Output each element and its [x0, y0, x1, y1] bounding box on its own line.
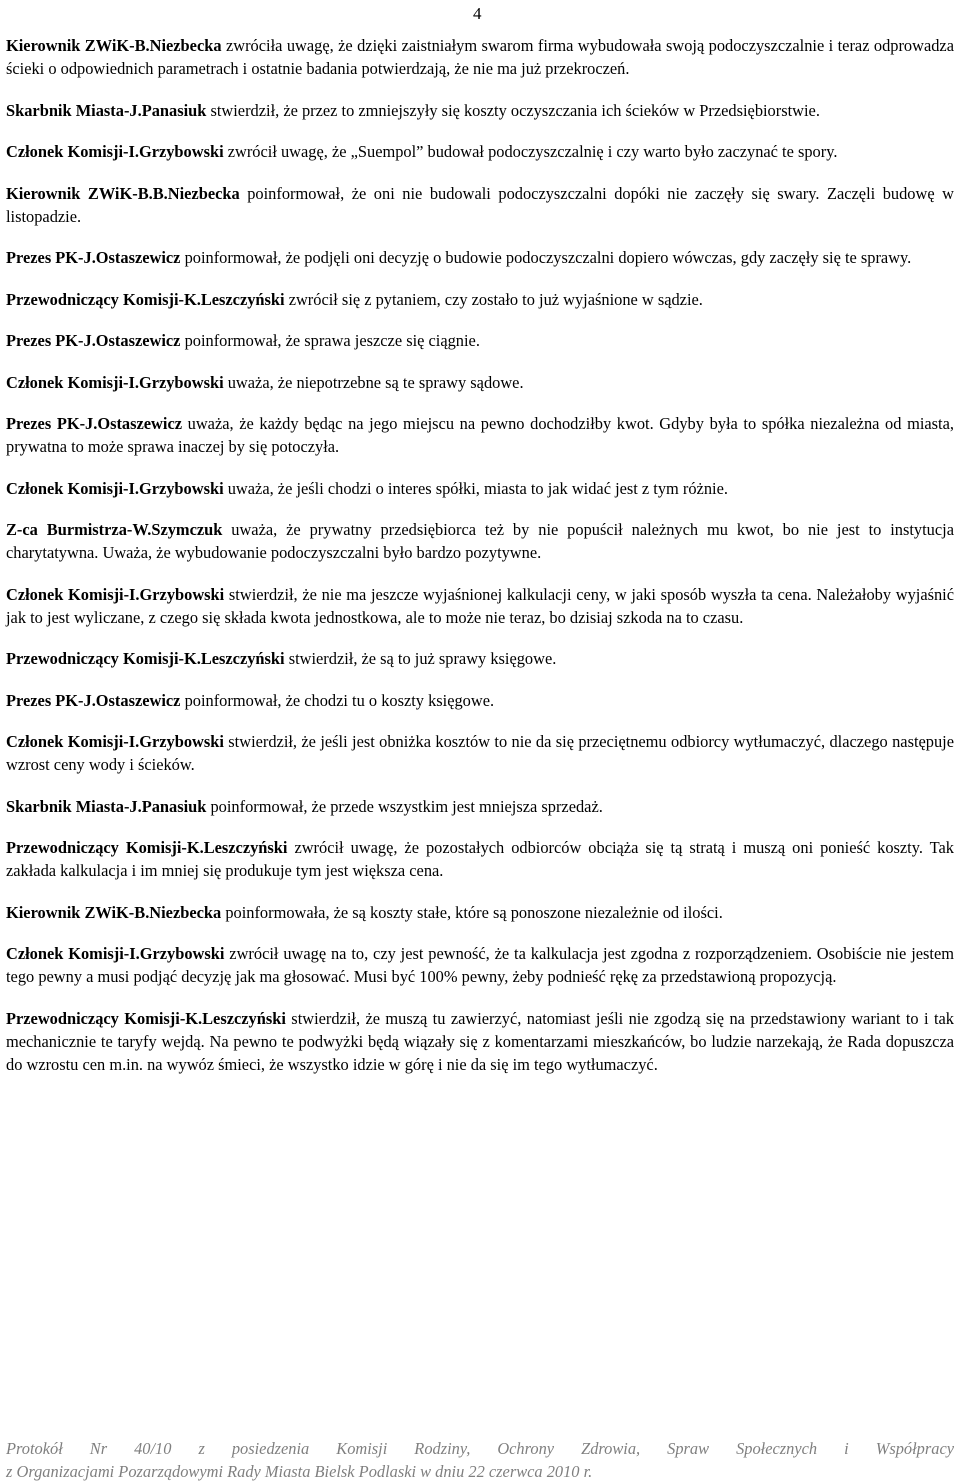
- footer-line: Protokół Nr 40/10 z posiedzenia Komisji Rodziny, Ochrony Zdrowia, Spraw Społecznych i Współpracy: [6, 1439, 954, 1458]
- paragraph: [6, 246, 954, 269]
- paragraph-text: uważa, że jeśli chodzi o interes spółki, miasta to jak widać jest z tym różnie.: [223, 478, 728, 498]
- page-number: 4: [473, 4, 482, 23]
- speaker-name: Przewodniczący Komisji-K.Leszczyński: [6, 1008, 286, 1028]
- paragraph-text: stwierdził, że jeśli jest obniżka kosztów to nie da się przeciętnemu odbiorcy wytłumaczyć, dlaczego następuje wzrost ceny wody i ścieków.: [6, 732, 954, 774]
- paragraph-text: poinformował, że podjęli oni decyzję o budowie podoczyszczalni dopiero wówczas, gdy zaczęły się te sprawy.: [180, 248, 912, 267]
- paragraph: [6, 182, 954, 228]
- speaker-name: Przewodniczący Komisji-K.Leszczyński: [6, 649, 285, 668]
- paragraph: [6, 412, 954, 458]
- paragraph: [6, 901, 954, 924]
- speaker-name: Prezes PK-J.Ostaszewicz: [6, 248, 181, 267]
- paragraph-text: stwierdził, że są to już sprawy księgowe.: [284, 649, 557, 668]
- speaker-name: Kierownik ZWiK-B.Niezbecka: [6, 902, 222, 922]
- paragraph: [6, 1007, 954, 1076]
- speaker-name: Przewodniczący Komisji-K.Leszczyński: [6, 289, 285, 309]
- paragraph-text: stwierdził, że muszą tu zawierzyć, natomiast jeśli nie zgodzą się na przedstawiony wariant to i tak mechanicznie te taryfy wejdą. Na pewno te podwyżki będą wiązały się z komentarzami mieszkańców, bo ludzie narzekają, że Rada dopuszcza do wzrostu cen m.in. na wywóz śmieci, że wszystko idzie w górę i nie da się im tego wytłumaczyć.: [6, 1008, 955, 1074]
- paragraph-text: stwierdził, że przez to zmniejszyły się koszty oczyszczania ich ścieków w Przedsiębiorstwie.: [206, 100, 820, 120]
- paragraph-text: stwierdził, że nie ma jeszcze wyjaśnionej kalkulacji ceny, w jaki sposób wyszła ta cena. Należałoby wyjaśnić jak to jest wyliczane, z czego się składa kwota jednostkowa, ale to może nie teraz, bo dzisiaj szkoda na to czasu.: [6, 584, 954, 627]
- speaker-name: Członek Komisji-I.Grzybowski: [6, 732, 224, 751]
- paragraph: [6, 477, 954, 500]
- paragraph: [6, 689, 954, 712]
- paragraph: [6, 942, 954, 988]
- paragraph-text: poinformowała, że są koszty stałe, które są ponoszone niezależnie od ilości.: [221, 902, 723, 922]
- speaker-name: Prezes PK-J.Ostaszewicz: [6, 331, 181, 350]
- speaker-name: Członek Komisji-I.Grzybowski: [6, 372, 224, 392]
- paragraph: [6, 518, 954, 564]
- paragraph-text: zwrócił się z pytaniem, czy zostało to już wyjaśnione w sądzie.: [284, 289, 703, 309]
- footer-line: z Organizacjami Pozarządowymi Rady Miasta Bielsk Podlaski w dniu 22 czerwca 2010 r.: [6, 1462, 593, 1481]
- paragraph-text: poinformował, że oni nie budowali podoczyszczalni dopóki nie zaczęły się swary. Zaczęli budowę w listopadzie.: [6, 183, 954, 226]
- paragraph: [6, 329, 954, 352]
- speaker-name: Członek Komisji-I.Grzybowski: [6, 142, 224, 161]
- speaker-name: Członek Komisji-I.Grzybowski: [6, 944, 225, 963]
- paragraph: [6, 288, 954, 311]
- speaker-name: Skarbnik Miasta-J.Panasiuk: [6, 796, 207, 816]
- paragraph: [6, 583, 954, 629]
- paragraph-text: zwrócił uwagę, że „Suempol” budował podoczyszczalnię i czy warto było zaczynać te spory.: [223, 142, 838, 161]
- speaker-name: Prezes PK-J.Ostaszewicz: [6, 690, 181, 710]
- speaker-name: Członek Komisji-I.Grzybowski: [6, 478, 224, 498]
- paragraph: [6, 795, 954, 818]
- paragraph: [6, 140, 954, 163]
- page-footer: [6, 1437, 954, 1483]
- document-body: [6, 34, 954, 1094]
- paragraph-text: poinformował, że sprawa jeszcze się ciągnie.: [180, 331, 480, 350]
- paragraph: [6, 99, 954, 122]
- speaker-name: Kierownik ZWiK-B.Niezbecka: [6, 36, 222, 55]
- paragraph: [6, 647, 954, 670]
- paragraph-text: poinformował, że chodzi tu o koszty księgowe.: [180, 690, 495, 710]
- speaker-name: Prezes PK-J.Ostaszewicz: [6, 414, 182, 433]
- paragraph: [6, 836, 954, 882]
- paragraph-text: uważa, że każdy będąc na jego miejscu na pewno dochodziłby kwot. Gdyby była to spółka niezależna od miasta, prywatna to może sprawa inaczej by się potoczyła.: [6, 414, 954, 456]
- speaker-name: Przewodniczący Komisji-K.Leszczyński: [6, 838, 288, 857]
- paragraph-text: poinformował, że przede wszystkim jest mniejsza sprzedaż.: [206, 796, 603, 816]
- speaker-name: Członek Komisji-I.Grzybowski: [6, 584, 225, 604]
- paragraph-text: uważa, że niepotrzebne są te sprawy sądowe.: [223, 372, 524, 392]
- paragraph: [6, 34, 954, 80]
- speaker-name: Z-ca Burmistrza-W.Szymczuk: [6, 520, 223, 539]
- paragraph: [6, 730, 954, 776]
- speaker-name: Skarbnik Miasta-J.Panasiuk: [6, 100, 207, 120]
- paragraph-text: zwróciła uwagę, że dzięki zaistniałym swarom firma wybudowała swoją podoczyszczalnie i teraz odprowadza ścieki o odpowiednich parametrach i ostatnie badania potwierdzają, że nie ma już przekroczeń.: [6, 36, 954, 78]
- paragraph-text: zwrócił uwagę, że pozostałych odbiorców obciąża się tą stratą i muszą oni ponieść koszty. Tak zakłada kalkulacja i im mniej się produkuje tym jest większa cena.: [6, 838, 954, 880]
- paragraph: [6, 371, 954, 394]
- paragraph-text: uważa, że prywatny przedsiębiorca też by nie popuścił należnych mu kwot, bo nie jest to instytucja charytatywna. Uważa, że wybudowanie podoczyszczalni było bardzo pozytywne.: [6, 520, 954, 562]
- speaker-name: Kierownik ZWiK-B.B.Niezbecka: [6, 183, 240, 203]
- paragraph-text: zwrócił uwagę na to, czy jest pewność, że ta kalkulacja jest zgodna z rozporządzeniem. Osobiście nie jestem tego pewny a musi podjąć decyzję jak ma głosować. Musi być 100% pewny, żeby podnieść rękę za przedstawioną propozycją.: [6, 944, 954, 986]
